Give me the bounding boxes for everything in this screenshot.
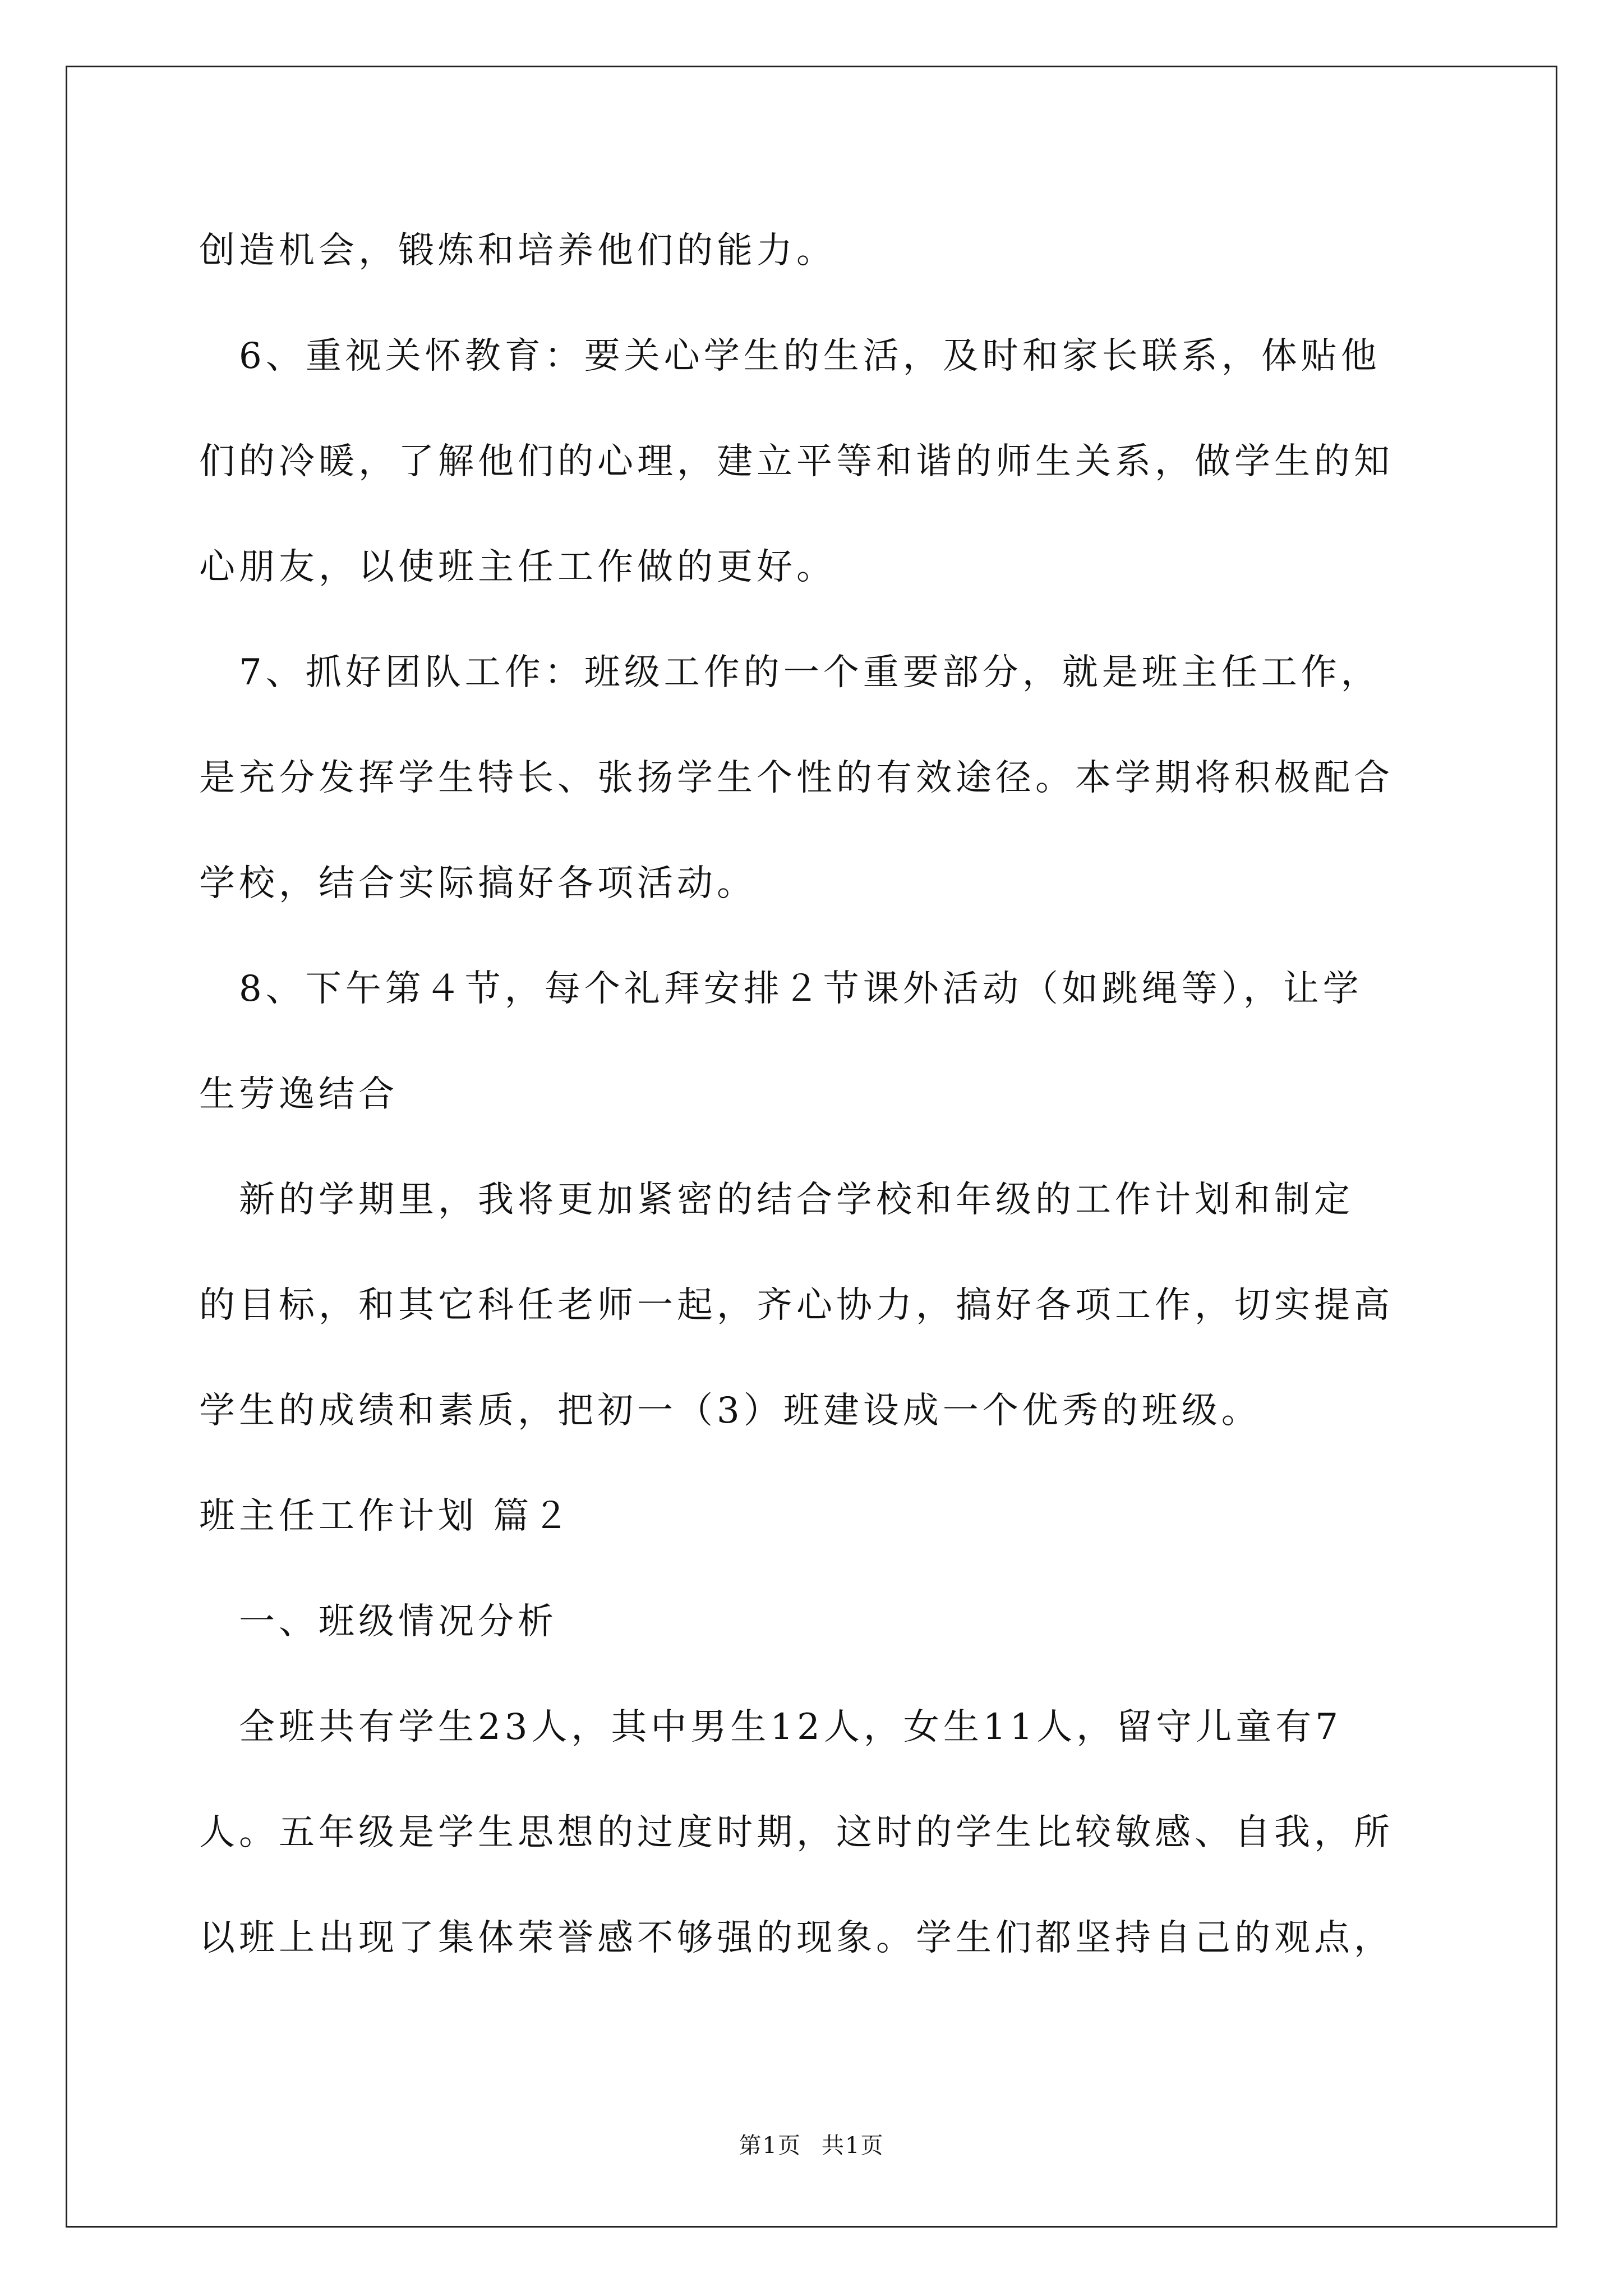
text-line: 新的学期里，我将更加紧密的结合学校和年级的工作计划和制定: [199, 1179, 1354, 1221]
text-line: 8、下午第４节，每个礼拜安排２节课外活动（如跳绳等），让学: [199, 968, 1363, 1010]
page-footer: [0, 2128, 1623, 2160]
page-number: 第1页: [739, 2133, 801, 2159]
text-line: 创造机会，锻炼和培养他们的能力。: [199, 230, 836, 272]
text-line: 全班共有学生23人，其中男生12人，女生11人，留守儿童有7: [199, 1706, 1343, 1748]
subsection-heading: 一、班级情况分析: [199, 1601, 557, 1642]
text-line: 以班上出现了集体荣誉感不够强的现象。学生们都坚持自己的观点，: [199, 1917, 1394, 1959]
text-line: 学校，结合实际搞好各项活动。: [199, 863, 757, 904]
text-line: 人。五年级是学生思想的过度时期，这时的学生比较敏感、自我，所: [199, 1812, 1394, 1853]
page-total: 共1页: [822, 2133, 884, 2159]
section-heading: 班主任工作计划 篇２: [199, 1496, 573, 1537]
text-line: 学生的成绩和素质，把初一（3）班建设成一个优秀的班级。: [199, 1390, 1261, 1432]
text-line: 7、抓好团队工作：班级工作的一个重要部分，就是班主任工作，: [199, 652, 1381, 693]
page-border: [66, 66, 1557, 2228]
text-line: 的目标，和其它科任老师一起，齐心协力，搞好各项工作，切实提高: [199, 1285, 1394, 1326]
text-line: 心朋友，以使班主任工作做的更好。: [199, 546, 836, 588]
text-line: 生劳逸结合: [199, 1074, 398, 1115]
text-line: 是充分发挥学生特长、张扬学生个性的有效途径。本学期将积极配合: [199, 757, 1394, 799]
text-line: 们的冷暖，了解他们的心理，建立平等和谐的师生关系，做学生的知: [199, 441, 1394, 482]
text-line: 6、重视关怀教育：要关心学生的生活，及时和家长联系，体贴他: [199, 335, 1381, 377]
